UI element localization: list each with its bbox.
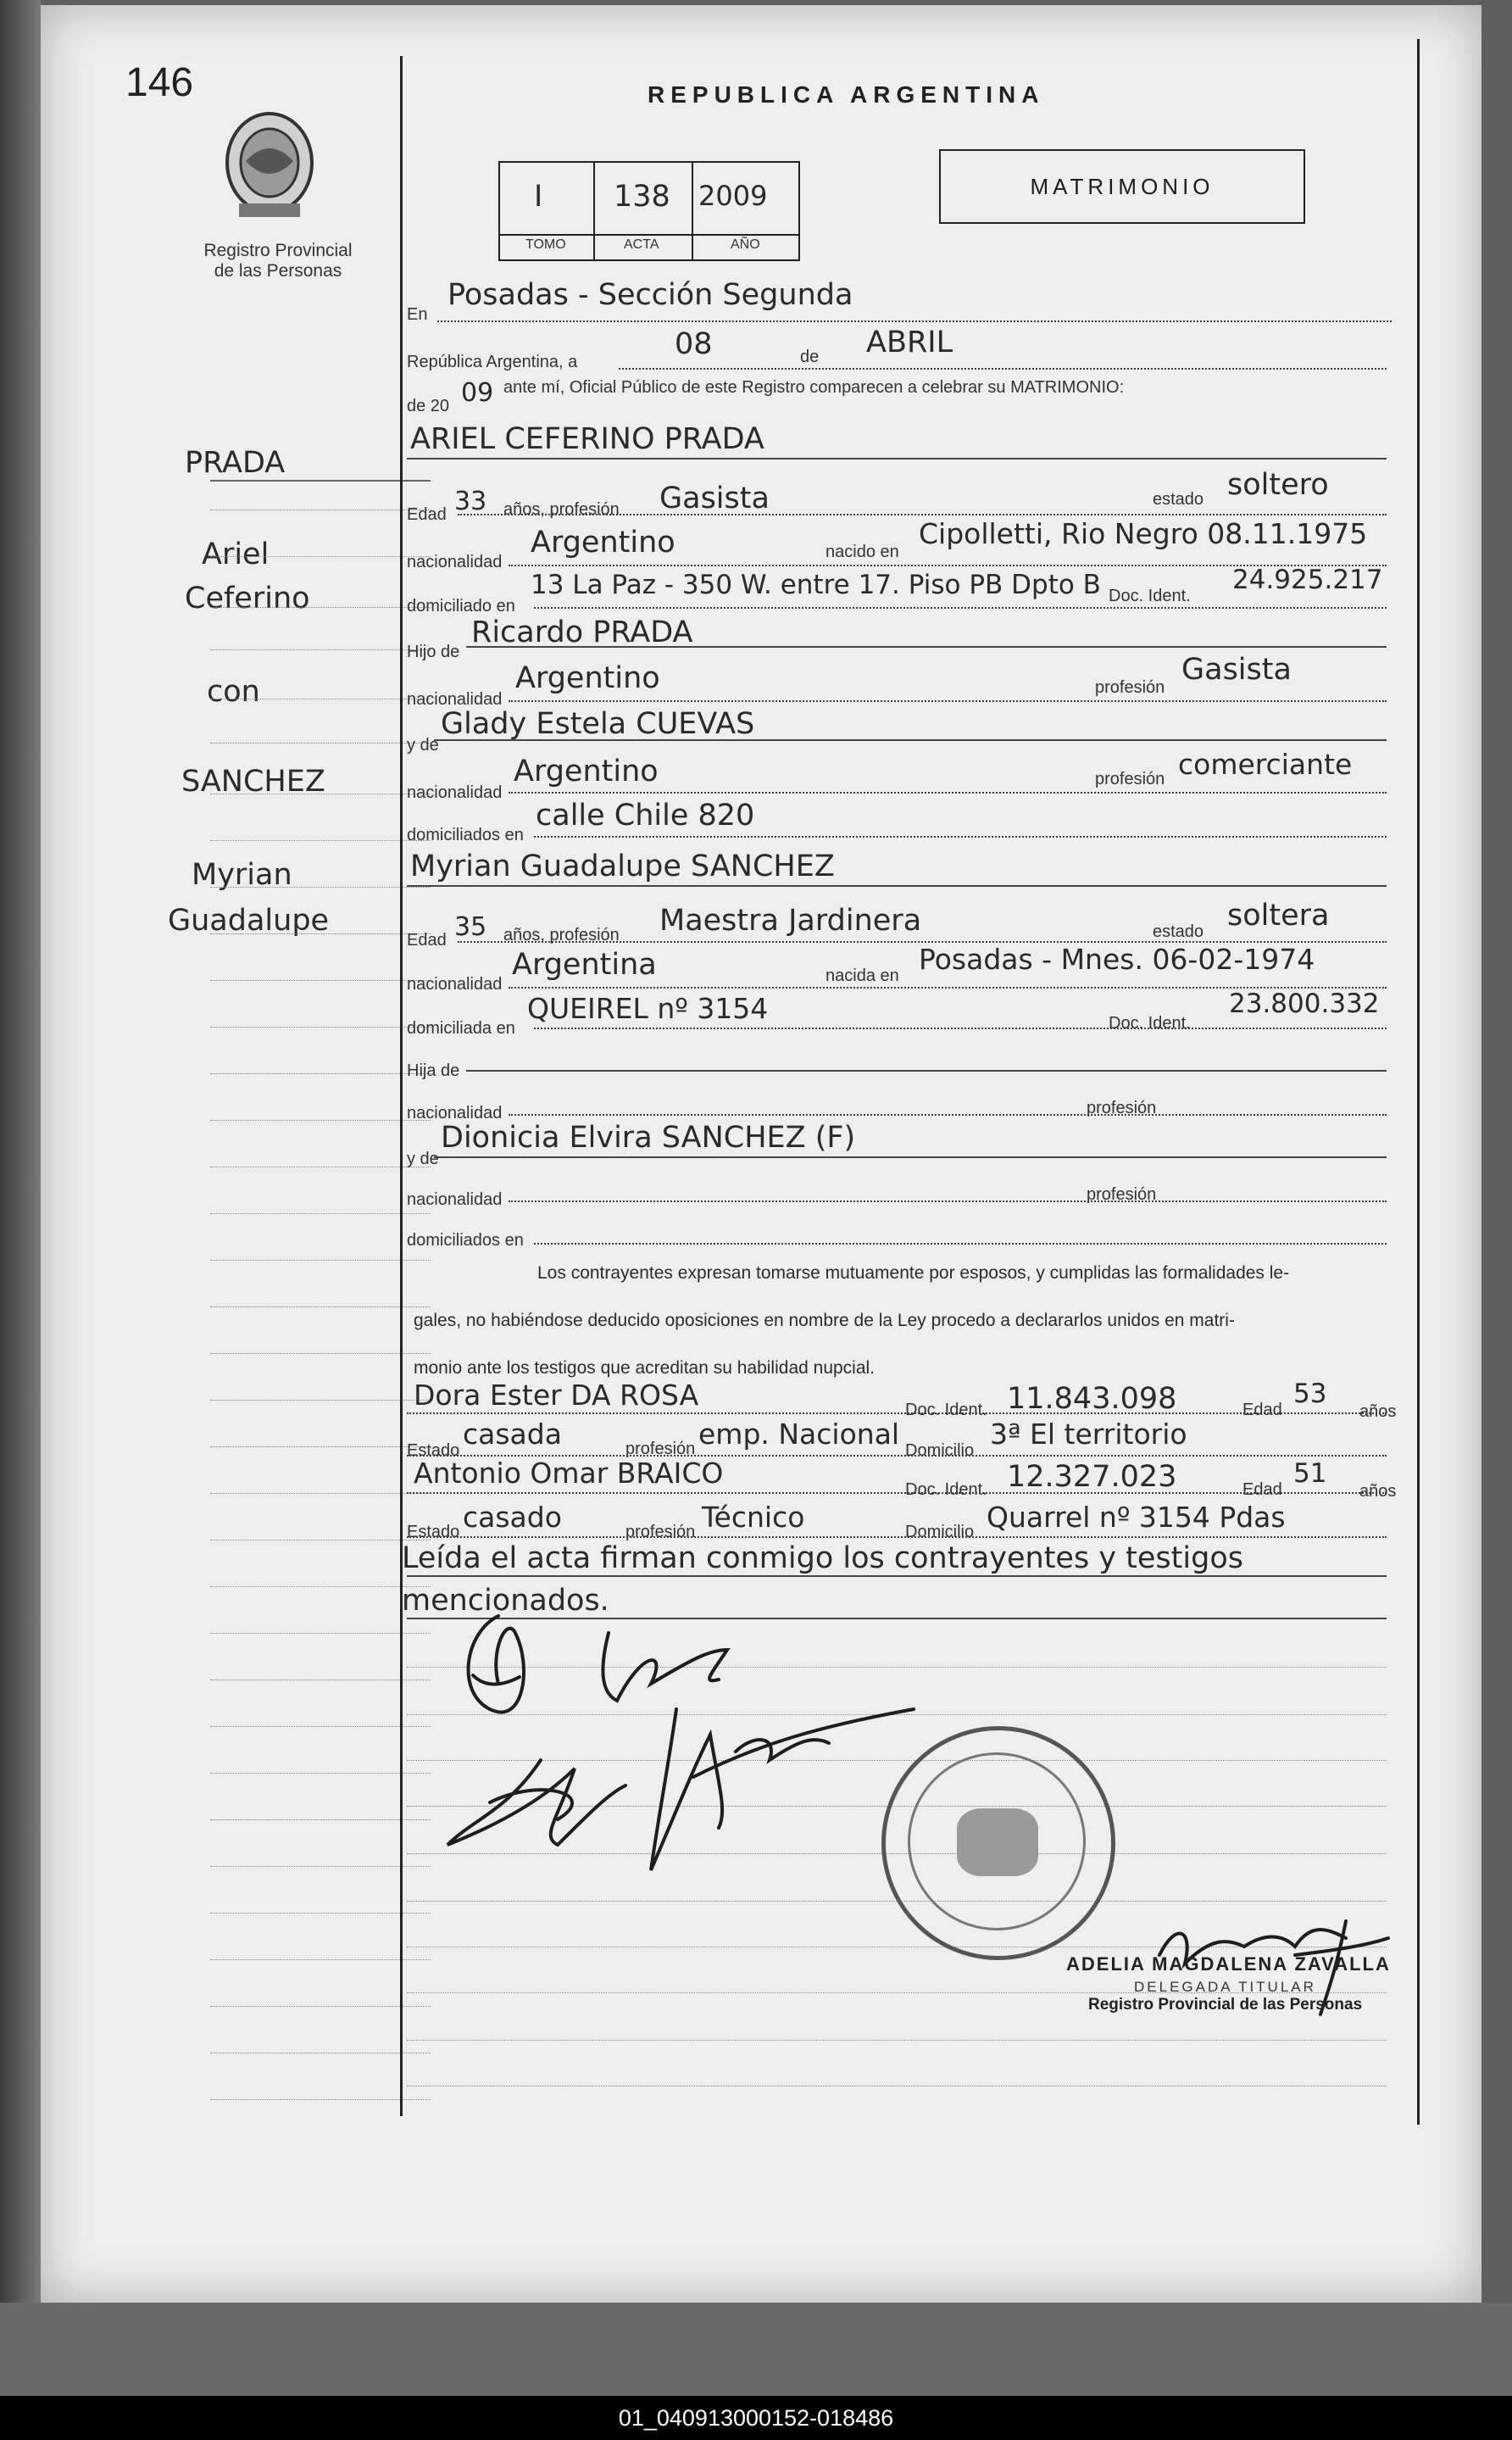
- label-edad: Edad: [407, 505, 447, 524]
- groom-nationality: Argentino: [531, 526, 675, 560]
- label-year: de 20: [407, 397, 450, 415]
- closing-line-1: Leída el acta firman conmigo los contrayentes y testigos: [402, 1541, 1243, 1575]
- body-para-2: gales, no habiéndose deducido oposiciones en nombre de la Ley procedo a declararlos unidos en matri-: [414, 1311, 1235, 1330]
- label-edad: Edad: [1242, 1401, 1282, 1419]
- label-estado: Estado: [407, 1441, 460, 1460]
- label-estado: estado: [1153, 922, 1204, 941]
- year-value: 09: [461, 378, 494, 408]
- label-profesion: profesión: [1087, 1185, 1157, 1204]
- witness-1-doc: 11.843.098: [1007, 1382, 1177, 1416]
- bride-name: Myrian Guadalupe SANCHEZ: [410, 850, 835, 883]
- provincial-coat-of-arms-icon: [222, 110, 317, 229]
- book-binding: [0, 0, 41, 2306]
- body-para-3: monio ante los testigos que acreditan su habilidad nupcial.: [414, 1358, 876, 1378]
- groom-profession: Gasista: [659, 482, 770, 515]
- label-estado: Estado: [407, 1523, 460, 1541]
- label-nacionalidad: nacionalidad: [407, 783, 503, 802]
- witness-1-name: Dora Ester DA ROSA: [414, 1379, 699, 1412]
- groom-status: soltero: [1227, 468, 1329, 502]
- official-name: ADELIA MAGDALENA ZAVALLA: [1066, 1953, 1391, 1975]
- groom-doc: 24.925.217: [1232, 565, 1383, 595]
- book-edge: [0, 2303, 1512, 2396]
- body-para-1: Los contrayentes expresan tomarse mutuamente por esposos, y cumplidas las formalidades le-: [537, 1263, 1290, 1283]
- label-profesion: profesión: [625, 1440, 696, 1458]
- label-domicilio: Domicilio: [905, 1441, 975, 1460]
- groom-mother-nationality: Argentino: [514, 755, 659, 788]
- label-republica-a: República Argentina, a: [407, 353, 578, 371]
- witness-1-age: 53: [1293, 1379, 1327, 1409]
- groom-father: Ricardo PRADA: [471, 616, 693, 649]
- label-hija-de: Hija de: [407, 1061, 460, 1080]
- label-doc-ident: Doc. Ident.: [1109, 1014, 1191, 1033]
- label-de: de: [800, 348, 820, 366]
- label-ante-mi: ante mí, Oficial Público de este Registro comparecen a celebrar su MATRIMONIO:: [503, 378, 1125, 397]
- label-en: En: [407, 305, 428, 324]
- groom-birth: Cipolletti, Rio Negro 08.11.1975: [919, 517, 1368, 550]
- label-anios-profesion: años, profesión: [503, 500, 620, 519]
- margin-surname-bride: SANCHEZ: [181, 765, 325, 799]
- margin-given-groom-2: Ceferino: [185, 582, 310, 616]
- label-nacionalidad: nacionalidad: [407, 1190, 503, 1209]
- acta-label: ACTA: [624, 237, 659, 252]
- witness-1-status: casada: [463, 1418, 562, 1451]
- label-domiciliado-en: domiciliado en: [407, 597, 515, 616]
- label-domiciliados-en: domiciliados en: [407, 826, 524, 844]
- groom-mother-profession: comerciante: [1178, 748, 1353, 781]
- label-hijo-de: Hijo de: [407, 643, 460, 661]
- record-number-box: [498, 161, 800, 261]
- witness-2-status: casado: [463, 1501, 562, 1534]
- label-domiciliados-en: domiciliados en: [407, 1231, 524, 1250]
- label-anios-profesion: años, profesión: [503, 926, 620, 944]
- margin-con: con: [207, 675, 260, 709]
- label-doc-ident: Doc. Ident.: [905, 1480, 987, 1499]
- witness-1-profession: emp. Nacional: [698, 1418, 900, 1451]
- bride-mother: Dionicia Elvira SANCHEZ (F): [441, 1121, 856, 1155]
- witness-1-address: 3ª El territorio: [990, 1418, 1187, 1451]
- official-seal-stamp: [881, 1726, 1115, 1960]
- label-profesion: profesión: [1087, 1099, 1157, 1117]
- label-y-de: y de: [407, 736, 439, 755]
- anio-value: 2009: [698, 180, 768, 212]
- margin-divider: [400, 56, 403, 2116]
- registry-name-line2: de las Personas: [214, 261, 342, 281]
- label-nacionalidad: nacionalidad: [407, 690, 503, 709]
- label-profesion: profesión: [1095, 770, 1165, 788]
- day-value: 08: [675, 327, 713, 361]
- groom-parents-address: calle Chile 820: [536, 799, 755, 833]
- label-nacionalidad: nacionalidad: [407, 1104, 503, 1123]
- margin-line: [210, 480, 431, 482]
- witness-2-name: Antonio Omar BRAICO: [414, 1457, 724, 1490]
- official-registry: Registro Provincial de las Personas: [1088, 1996, 1363, 2014]
- bride-nationality: Argentina: [512, 948, 657, 982]
- country-heading: REPUBLICA ARGENTINA: [648, 81, 1045, 108]
- label-estado: estado: [1153, 490, 1204, 509]
- anio-label: AÑO: [731, 237, 760, 252]
- official-title: DELEGADA TITULAR: [1134, 1979, 1316, 1995]
- groom-father-profession: Gasista: [1181, 653, 1292, 687]
- groom-father-nationality: Argentino: [515, 661, 660, 695]
- label-anios: años: [1359, 1402, 1397, 1421]
- label-nacionalidad: nacionalidad: [407, 553, 503, 571]
- label-nacido-en: nacido en: [825, 543, 899, 561]
- label-edad: Edad: [407, 931, 447, 950]
- month-value: ABRIL: [866, 326, 953, 359]
- label-nacida-en: nacida en: [825, 967, 899, 985]
- margin-given-bride-2: Guadalupe: [168, 904, 330, 938]
- label-anios: años: [1359, 1482, 1397, 1501]
- act-type: MATRIMONIO: [1030, 174, 1215, 199]
- acta-value: 138: [614, 180, 670, 214]
- certificate-page: [41, 5, 1481, 2303]
- margin-given-bride-1: Myrian: [192, 858, 292, 892]
- bride-profession: Maestra Jardinera: [659, 904, 922, 938]
- witness-2-address: Quarrel nº 3154 Pdas: [987, 1501, 1286, 1534]
- groom-age: 33: [454, 487, 487, 516]
- label-profesion: profesión: [625, 1523, 696, 1541]
- page-number: 146: [125, 60, 194, 105]
- label-doc-ident: Doc. Ident.: [1109, 587, 1191, 605]
- groom-name: ARIEL CEFERINO PRADA: [410, 422, 764, 456]
- witness-2-doc: 12.327.023: [1007, 1460, 1177, 1494]
- groom-mother: Glady Estela CUEVAS: [441, 707, 755, 741]
- registry-name: Registro Provincial: [203, 241, 353, 260]
- label-y-de: y de: [407, 1150, 439, 1168]
- label-domiciliada-en: domiciliada en: [407, 1019, 515, 1038]
- place-value: Posadas - Sección Segunda: [447, 278, 853, 312]
- bride-birth: Posadas - Mnes. 06-02-1974: [919, 943, 1315, 976]
- label-edad: Edad: [1242, 1480, 1282, 1499]
- image-code-footer: 01_040913000152-018486: [0, 2396, 1512, 2440]
- right-border: [1417, 39, 1420, 2125]
- label-doc-ident: Doc. Ident.: [905, 1401, 987, 1419]
- closing-line-2: mencionados.: [402, 1584, 609, 1618]
- bride-doc: 23.800.332: [1229, 989, 1380, 1019]
- act-type-box: [939, 149, 1305, 224]
- bride-address: QUEIREL nº 3154: [527, 992, 769, 1025]
- margin-surname-groom: PRADA: [185, 446, 286, 480]
- groom-address: 13 La Paz - 350 W. entre 17. Piso PB Dpto B: [531, 570, 1101, 600]
- label-nacionalidad: nacionalidad: [407, 975, 503, 994]
- tomo-label: TOMO: [525, 237, 566, 252]
- label-profesion: profesión: [1095, 678, 1165, 697]
- bride-status: soltera: [1227, 899, 1330, 933]
- witness-2-profession: Técnico: [702, 1501, 805, 1534]
- label-domicilio: Domicilio: [905, 1523, 975, 1541]
- witness-2-age: 51: [1293, 1458, 1327, 1489]
- bride-age: 35: [454, 912, 487, 942]
- tomo-value: I: [534, 180, 543, 214]
- margin-given-groom-1: Ariel: [202, 538, 270, 571]
